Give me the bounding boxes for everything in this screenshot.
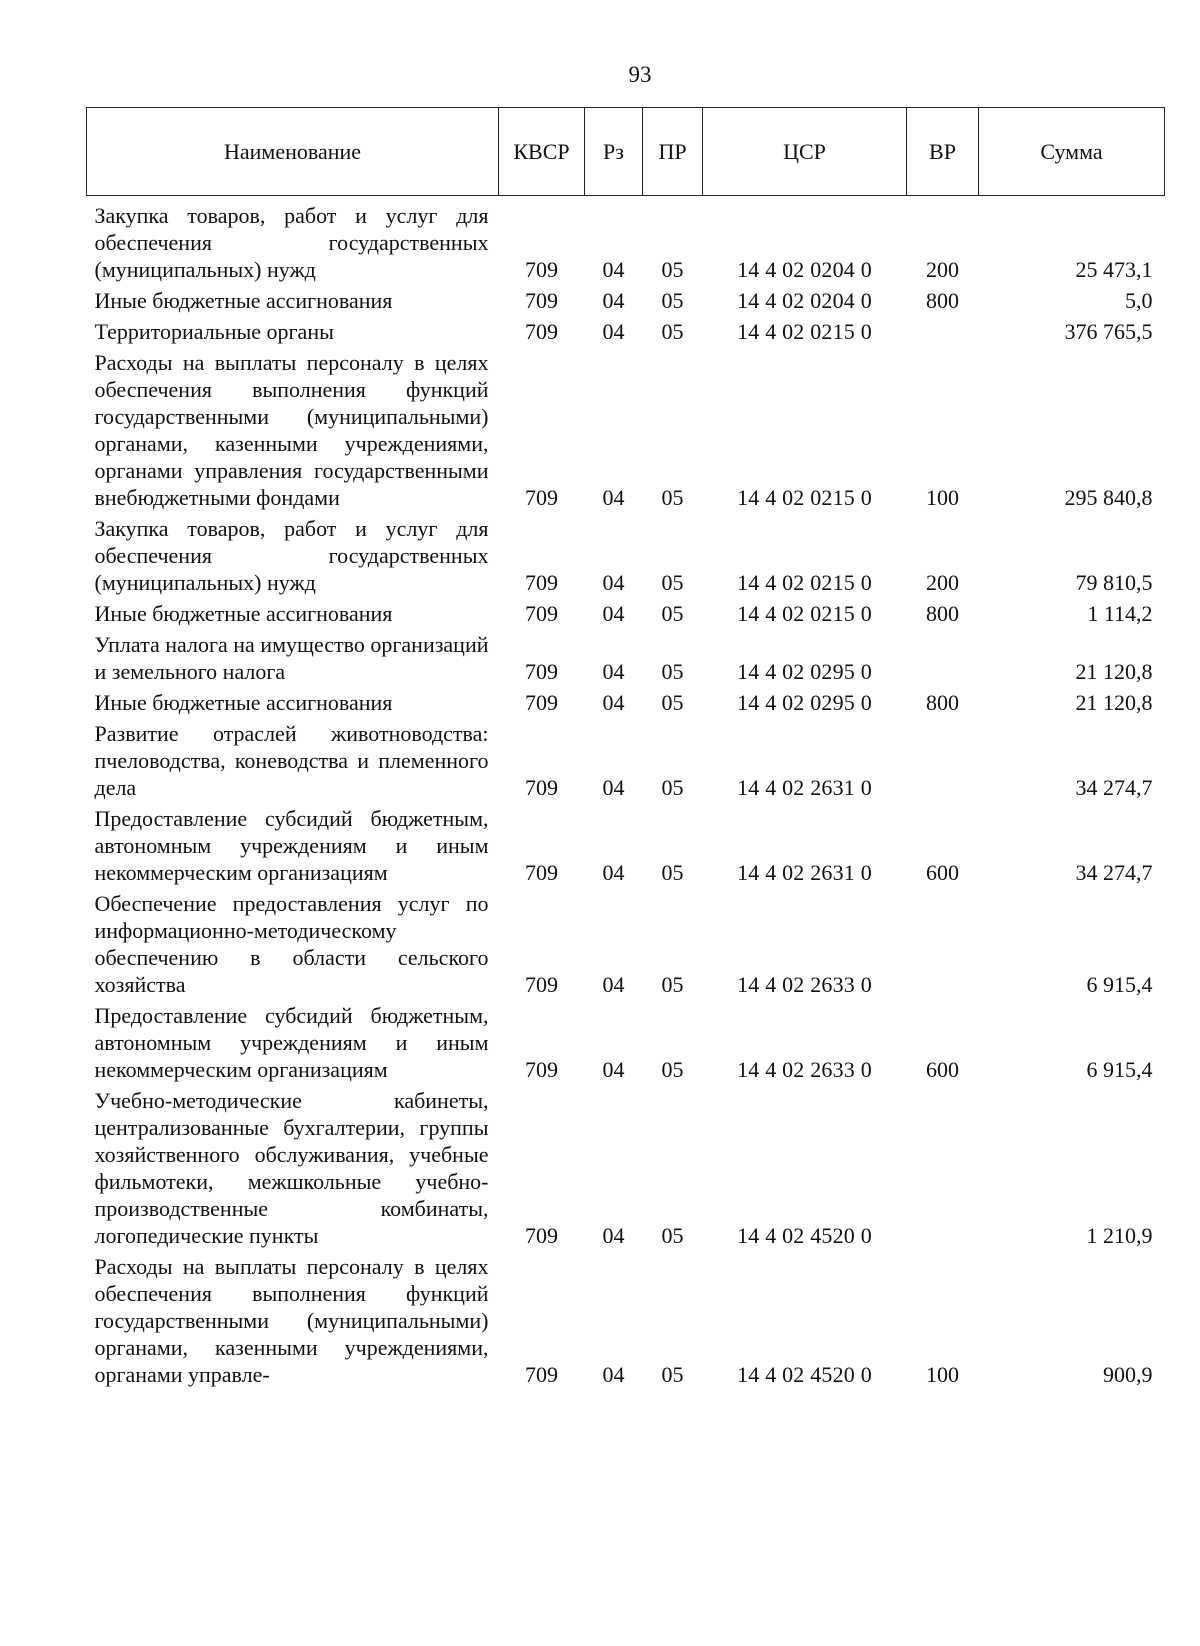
table-row (87, 318, 1165, 349)
row-kvsr: 709 (525, 257, 558, 282)
table-row (87, 1253, 1165, 1392)
row-kvsr: 709 (525, 775, 558, 800)
row-sum: 79 810,5 (1075, 570, 1153, 595)
row-rz: 04 (602, 860, 625, 885)
row-pr: 05 (661, 775, 684, 800)
row-rz: 04 (602, 319, 625, 344)
row-csr: 14 4 02 2633 0 (737, 1057, 872, 1082)
table-row (87, 689, 1165, 720)
row-sum: 21 120,8 (1075, 690, 1153, 715)
row-pr: 05 (661, 972, 684, 997)
row-name: Предоставление субсидий бюджетным, автономным учреждениям и иным некоммерческим организациям (94, 1003, 489, 1082)
row-kvsr: 709 (525, 570, 558, 595)
row-csr: 14 4 02 0204 0 (737, 288, 872, 313)
row-name: Развитие отраслей животноводства: пчеловодства, коневодства и племенного дела (94, 721, 489, 800)
row-name: Территориальные органы (94, 319, 334, 344)
row-csr: 14 4 02 0215 0 (737, 601, 872, 626)
table-header-row (87, 108, 1165, 196)
row-vr: 200 (926, 257, 959, 282)
row-pr: 05 (661, 1057, 684, 1082)
row-name: Расходы на выплаты персоналу в целях обеспечения выполнения функций государственными (муниципальными) органами, казенными учреждениями, органами управле- (94, 1254, 489, 1387)
row-vr: 600 (926, 860, 959, 885)
table-row (87, 631, 1165, 689)
table-row (87, 1087, 1165, 1253)
row-pr: 05 (661, 1223, 684, 1248)
header-rz: Рз (585, 108, 643, 196)
row-kvsr: 709 (525, 319, 558, 344)
row-pr: 05 (661, 601, 684, 626)
row-pr: 05 (661, 659, 684, 684)
row-pr: 05 (661, 319, 684, 344)
row-rz: 04 (602, 659, 625, 684)
row-rz: 04 (602, 775, 625, 800)
row-sum: 25 473,1 (1075, 257, 1153, 282)
row-rz: 04 (602, 601, 625, 626)
header-kvsr: КВСР (499, 108, 585, 196)
row-kvsr: 709 (525, 1362, 558, 1387)
row-rz: 04 (602, 1362, 625, 1387)
table-row (87, 890, 1165, 1002)
row-pr: 05 (661, 570, 684, 595)
row-kvsr: 709 (525, 1223, 558, 1248)
row-pr: 05 (661, 690, 684, 715)
row-sum: 295 840,8 (1064, 485, 1153, 510)
row-kvsr: 709 (525, 288, 558, 313)
row-rz: 04 (602, 972, 625, 997)
row-csr: 14 4 02 0204 0 (737, 257, 872, 282)
row-pr: 05 (661, 257, 684, 282)
table-row (87, 1002, 1165, 1087)
row-name: Обеспечение предоставления услуг по информационно-методическому обеспечению в области сельского хозяйства (94, 891, 489, 997)
row-sum: 34 274,7 (1075, 860, 1153, 885)
row-vr: 100 (926, 485, 959, 510)
row-sum: 900,9 (1103, 1362, 1153, 1387)
row-rz: 04 (602, 690, 625, 715)
row-kvsr: 709 (525, 860, 558, 885)
row-kvsr: 709 (525, 972, 558, 997)
header-csr: ЦСР (703, 108, 907, 196)
table-row (87, 196, 1165, 288)
row-name: Иные бюджетные ассигнования (94, 601, 393, 626)
row-vr (907, 1087, 979, 1253)
row-vr (907, 720, 979, 805)
row-vr (907, 890, 979, 1002)
row-pr: 05 (661, 485, 684, 510)
row-vr: 100 (926, 1362, 959, 1387)
row-rz: 04 (602, 1057, 625, 1082)
row-name: Уплата налога на имущество организаций и земельного налога (94, 632, 489, 684)
row-name: Закупка товаров, работ и услуг для обеспечения государственных (муниципальных) нужд (94, 203, 489, 282)
row-rz: 04 (602, 288, 625, 313)
table-row (87, 349, 1165, 515)
row-csr: 14 4 02 0295 0 (737, 690, 872, 715)
row-pr: 05 (661, 1362, 684, 1387)
row-name: Закупка товаров, работ и услуг для обеспечения государственных (муниципальных) нужд (94, 516, 489, 595)
budget-table (86, 107, 1165, 1392)
row-sum: 21 120,8 (1075, 659, 1153, 684)
row-pr: 05 (661, 288, 684, 313)
row-kvsr: 709 (525, 659, 558, 684)
row-rz: 04 (602, 1223, 625, 1248)
row-sum: 1 210,9 (1086, 1223, 1153, 1248)
row-csr: 14 4 02 2633 0 (737, 972, 872, 997)
row-vr (907, 318, 979, 349)
row-csr: 14 4 02 0215 0 (737, 319, 872, 344)
row-name: Иные бюджетные ассигнования (94, 288, 393, 313)
row-kvsr: 709 (525, 690, 558, 715)
header-pr: ПР (643, 108, 703, 196)
row-name: Предоставление субсидий бюджетным, автономным учреждениям и иным некоммерческим организациям (94, 806, 489, 885)
row-csr: 14 4 02 4520 0 (737, 1362, 872, 1387)
row-csr: 14 4 02 4520 0 (737, 1223, 872, 1248)
row-vr: 800 (926, 690, 959, 715)
row-name: Иные бюджетные ассигнования (94, 690, 393, 715)
table-row (87, 805, 1165, 890)
row-csr: 14 4 02 0215 0 (737, 485, 872, 510)
row-pr: 05 (661, 860, 684, 885)
row-csr: 14 4 02 2631 0 (737, 775, 872, 800)
row-csr: 14 4 02 2631 0 (737, 860, 872, 885)
row-csr: 14 4 02 0295 0 (737, 659, 872, 684)
row-sum: 6 915,4 (1086, 972, 1153, 997)
header-sum: Сумма (979, 108, 1165, 196)
page-number: 93 (628, 62, 652, 87)
row-vr: 800 (926, 288, 959, 313)
header-vr: ВР (907, 108, 979, 196)
table-row (87, 720, 1165, 805)
row-kvsr: 709 (525, 601, 558, 626)
table-row (87, 515, 1165, 600)
row-sum: 376 765,5 (1064, 319, 1153, 344)
row-csr: 14 4 02 0215 0 (737, 570, 872, 595)
row-sum: 6 915,4 (1086, 1057, 1153, 1082)
row-sum: 1 114,2 (1087, 601, 1153, 626)
row-sum: 5,0 (1125, 288, 1153, 313)
table-row (87, 600, 1165, 631)
row-vr: 200 (926, 570, 959, 595)
row-vr (907, 631, 979, 689)
table-row (87, 287, 1165, 318)
row-kvsr: 709 (525, 485, 558, 510)
row-vr: 800 (926, 601, 959, 626)
row-kvsr: 709 (525, 1057, 558, 1082)
row-sum: 34 274,7 (1075, 775, 1153, 800)
header-name: Наименование (87, 108, 499, 196)
row-vr: 600 (926, 1057, 959, 1082)
row-name: Учебно-методические кабинеты, централизованные бухгалтерии, группы хозяйственного обслуживания, учебные фильмотеки, межшкольные учебно-производственные комбинаты, логопедические пункты (94, 1088, 489, 1248)
row-rz: 04 (602, 257, 625, 282)
row-rz: 04 (602, 570, 625, 595)
row-name: Расходы на выплаты персоналу в целях обеспечения выполнения функций государственными (муниципальными) органами, казенными учреждениями, органами управления государственными внебюджетными фондами (94, 350, 489, 510)
row-rz: 04 (602, 485, 625, 510)
